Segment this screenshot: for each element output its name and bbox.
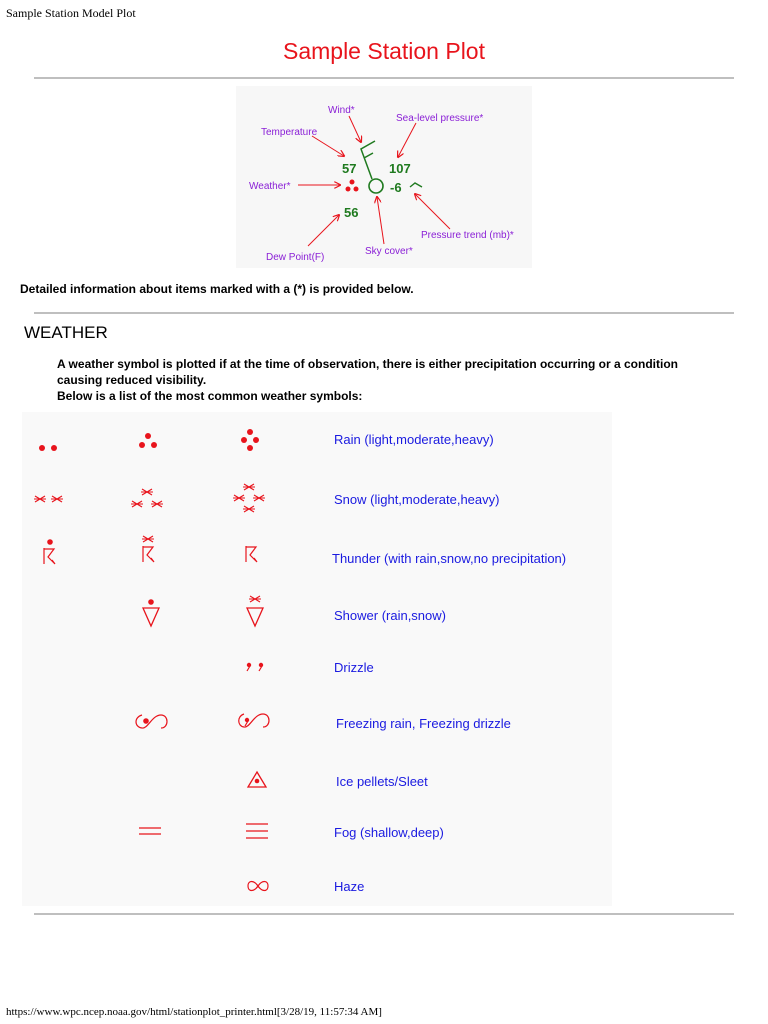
freezing-label: Freezing rain, Freezing drizzle — [336, 716, 511, 731]
weather-intro-line-1: A weather symbol is plotted if at the time of observation, there is either precipitation occurring or a condition — [57, 357, 678, 371]
dew-point-value: 56 — [344, 205, 359, 220]
weather-symbol-table — [22, 412, 612, 906]
snow-label: Snow (light,moderate,heavy) — [334, 492, 500, 507]
page-footer-url: https://www.wpc.ncep.noaa.gov/html/stationplot_printer.html[3/28/19, 11:57:34 AM] — [6, 1006, 382, 1018]
rain-label: Rain (light,moderate,heavy) — [334, 432, 494, 447]
sky-cover-icon — [369, 179, 383, 193]
weather-label: Weather* — [249, 181, 291, 192]
ice-pellets-label: Ice pellets/Sleet — [336, 774, 428, 789]
thunder-icon — [246, 546, 257, 562]
ice-pellets-icon — [248, 772, 266, 787]
weather-intro-line-2: causing reduced visibility. — [57, 373, 207, 387]
rain-shower-icon — [143, 599, 159, 626]
table-row — [34, 484, 499, 512]
station-plot-diagram — [236, 86, 532, 268]
wind-label: Wind* — [328, 105, 355, 116]
dew-point-label: Dew Point(F) — [266, 252, 325, 263]
temperature-value: 57 — [342, 161, 357, 176]
rain-heavy-icon — [241, 429, 259, 451]
pressure-trend-icon — [410, 183, 422, 187]
freezing-rain-icon — [136, 715, 167, 728]
drizzle-label: Drizzle — [334, 660, 374, 675]
fog-deep-icon — [246, 824, 268, 838]
table-row — [44, 536, 566, 566]
table-row — [248, 879, 364, 894]
weather-heading: WEATHER — [24, 323, 108, 342]
sea-level-pressure-label: Sea-level pressure* — [396, 113, 484, 124]
snow-heavy-icon — [233, 484, 265, 512]
shower-label: Shower (rain,snow) — [334, 608, 446, 623]
table-row — [248, 772, 428, 789]
thunder-snow-icon — [142, 536, 154, 562]
table-row — [247, 660, 374, 675]
page-header: Sample Station Model Plot — [6, 6, 136, 20]
fog-shallow-icon — [139, 828, 161, 834]
table-row — [139, 824, 444, 840]
pressure-trend-label: Pressure trend (mb)* — [421, 230, 514, 241]
sky-cover-label: Sky cover* — [365, 246, 413, 257]
table-row — [143, 596, 446, 626]
page-title: Sample Station Plot — [282, 38, 485, 64]
haze-icon — [248, 882, 268, 891]
snow-shower-icon — [247, 596, 263, 626]
divider-weather — [34, 312, 734, 314]
table-row — [39, 429, 494, 451]
divider-bottom — [34, 913, 734, 915]
fog-label: Fog (shallow,deep) — [334, 825, 444, 840]
temperature-label: Temperature — [261, 127, 318, 138]
pressure-value: 107 — [389, 161, 411, 176]
freezing-drizzle-icon — [239, 714, 269, 727]
weather-intro-line-3: Below is a list of the most common weather symbols: — [57, 389, 363, 403]
rain-moderate-icon — [139, 433, 157, 448]
snow-moderate-icon — [131, 489, 163, 507]
thunder-label: Thunder (with rain,snow,no precipitation) — [332, 551, 567, 566]
table-row — [136, 714, 511, 731]
pressure-trend-value: -6 — [390, 180, 402, 195]
weather-rain-icon — [346, 180, 359, 192]
divider-top — [34, 77, 734, 79]
haze-label: Haze — [334, 879, 365, 894]
wind-barb-icon — [361, 141, 375, 179]
drizzle-icon — [247, 663, 263, 671]
detail-note: Detailed information about items marked with a (*) is provided below. — [20, 282, 414, 296]
snow-light-icon — [34, 496, 63, 502]
thunder-rain-icon — [44, 539, 55, 564]
rain-light-icon — [39, 445, 57, 451]
